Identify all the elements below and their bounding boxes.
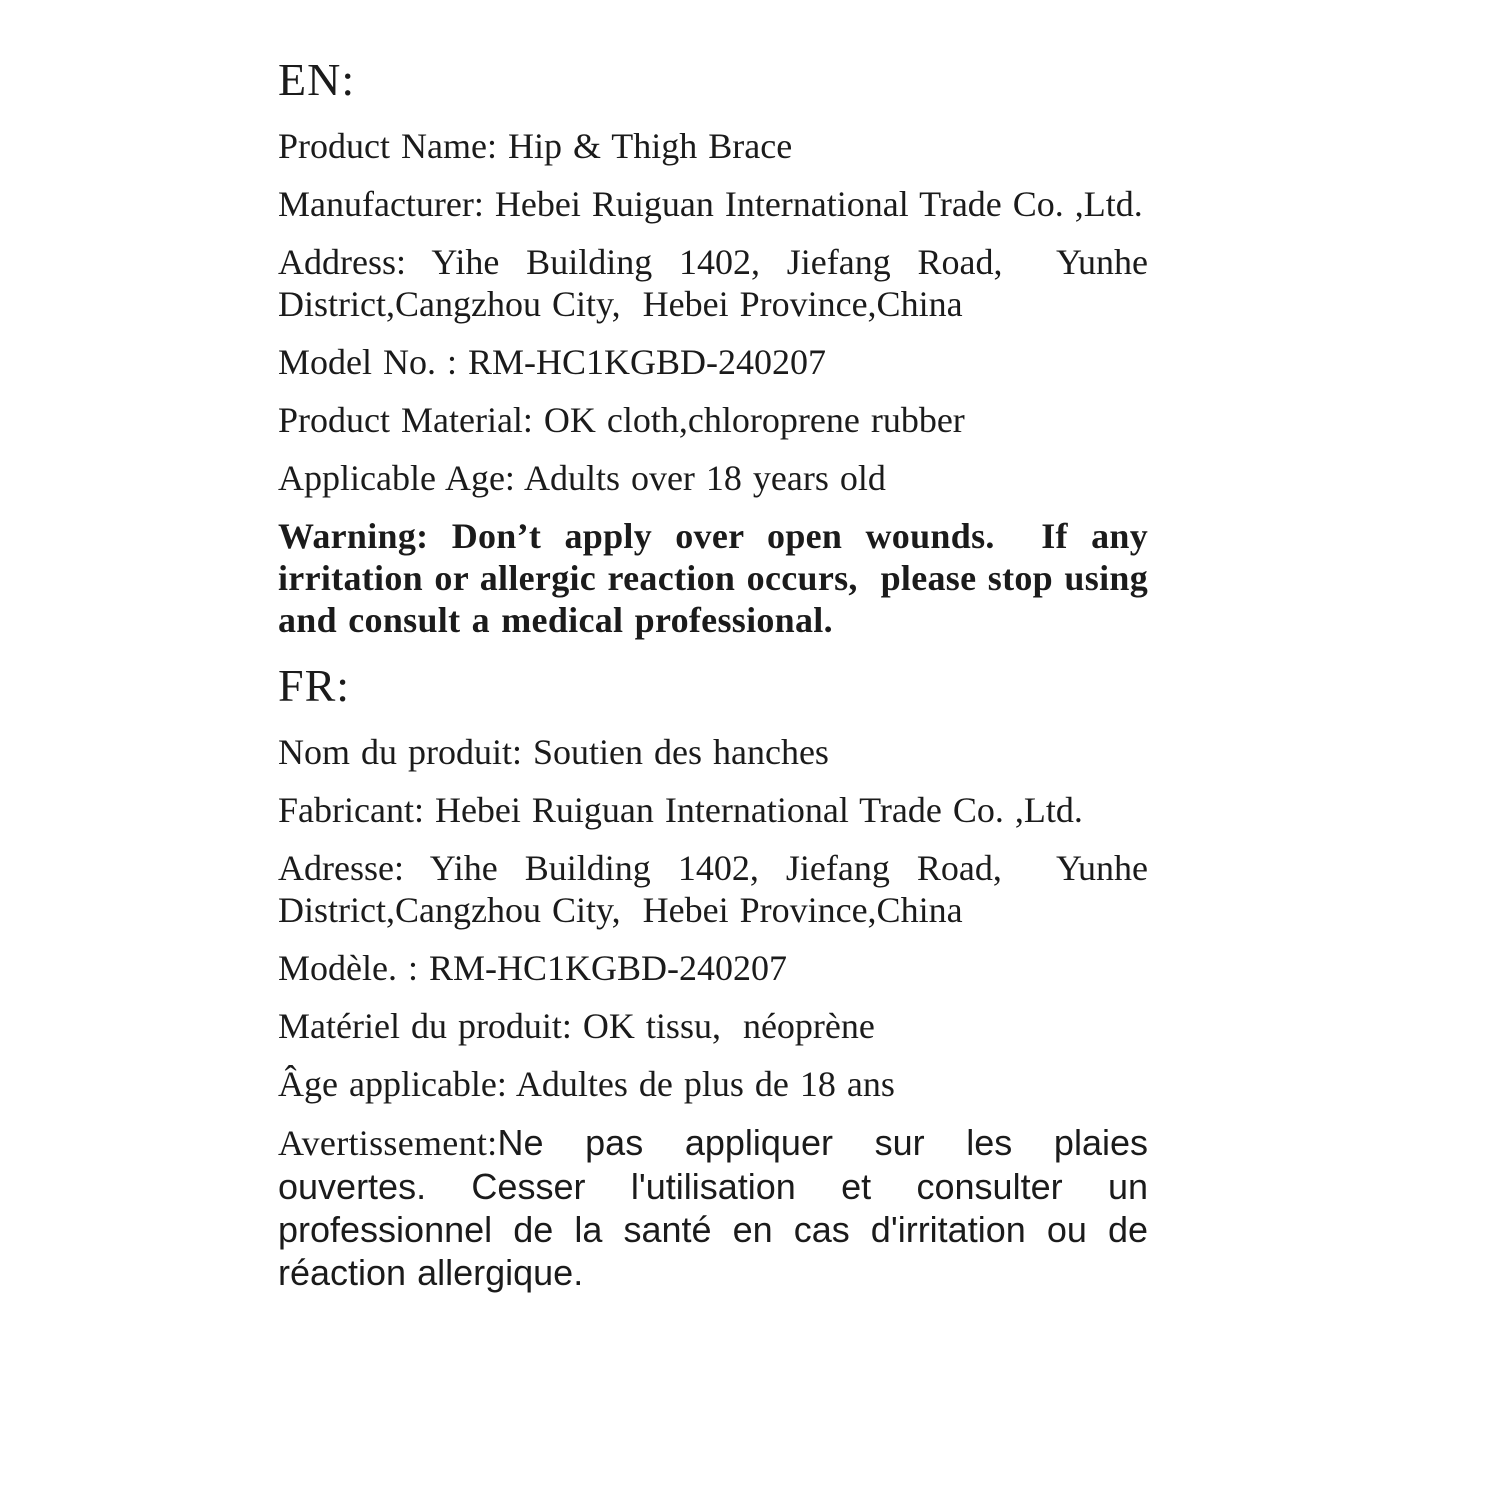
- section-en: [278, 55, 1148, 641]
- label-content: [278, 55, 1148, 1294]
- section-fr: [278, 661, 1148, 1294]
- fr-applicable-age-line: Âge applicable: Adultes de plus de 18 ans: [278, 1064, 895, 1104]
- en-manufacturer-paragraph: Manufacturer: Hebei Ruiguan International Trade Co. ,Ltd.: [278, 184, 1143, 224]
- section-fr-heading: FR:: [278, 660, 351, 711]
- section-en-heading: EN:: [278, 54, 356, 105]
- en-product-name-line: Product Name: Hip & Thigh Brace: [278, 126, 793, 166]
- fr-model-number-line: Modèle. : RM-HC1KGBD-240207: [278, 948, 787, 988]
- fr-product-name-line: Nom du produit: Soutien des hanches: [278, 732, 829, 772]
- fr-warning-text: Ne pas appliquer sur les plaies ouvertes. Cesser l'utilisation et consulter un professionnel de la santé en cas d'irritation ou de réaction allergique.: [278, 1122, 1148, 1293]
- en-address-paragraph: Address: Yihe Building 1402, Jiefang Road, Yunhe District,Cangzhou City, Hebei Province,China: [278, 242, 1148, 324]
- fr-product-material-line: Matériel du produit: OK tissu, néoprène: [278, 1006, 875, 1046]
- fr-address-paragraph: Adresse: Yihe Building 1402, Jiefang Road, Yunhe District,Cangzhou City, Hebei Province,China: [278, 848, 1148, 930]
- en-warning-paragraph: Warning: Don’t apply over open wounds. If any irritation or allergic reaction occurs, please stop using and consult a medical professional.: [278, 516, 1148, 640]
- en-model-number-line: Model No. : RM-HC1KGBD-240207: [278, 342, 827, 382]
- fr-warning-paragraph: [278, 1121, 1148, 1294]
- en-applicable-age-line: Applicable Age: Adults over 18 years old: [278, 458, 886, 498]
- en-product-material-line: Product Material: OK cloth,chloroprene rubber: [278, 400, 965, 440]
- fr-manufacturer-paragraph: Fabricant: Hebei Ruiguan International Trade Co. ,Ltd.: [278, 790, 1083, 830]
- fr-warning-label: Avertissement:: [278, 1123, 498, 1163]
